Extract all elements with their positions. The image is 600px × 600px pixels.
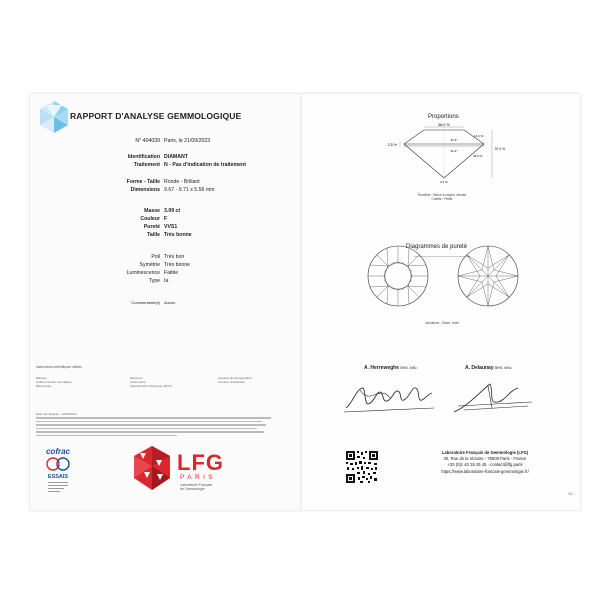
pavilion-depth: 43.6 % [473, 154, 483, 158]
report-date: Paris, le 21/09/2023 [164, 138, 211, 144]
method-item: Lumière ultraviolette [218, 380, 246, 384]
legal-line [36, 421, 262, 423]
identification-label: Identification [127, 154, 160, 160]
legal-line [36, 428, 257, 430]
luminescence-label: Luminescence [126, 270, 160, 276]
treatment-value: N - Pas d'indication de traitement [164, 162, 246, 168]
legal-notice [36, 412, 271, 438]
signature-1-name [364, 365, 417, 371]
table-percent: 56.0 % [438, 123, 450, 127]
type-label: Type [148, 278, 160, 284]
method-item: Cabine lumière normalisée [36, 380, 72, 384]
color-value: F [164, 216, 168, 222]
clarity-value: VVS1 [164, 224, 178, 230]
polish-label: Poli [151, 254, 160, 260]
type-value: Ia [164, 278, 169, 284]
signature-2-name [465, 365, 512, 371]
shape-label: Forme - Taille [126, 179, 160, 185]
shape-value: Ronde - Brillant [164, 179, 200, 185]
page-number: 1/1 [568, 492, 573, 496]
cofrac-word: ESSAIS [47, 474, 69, 480]
polish-value: Très bon [164, 254, 185, 260]
lfg-logo-text: LFG [177, 450, 224, 475]
method-item: Microscope [36, 384, 52, 388]
analysis-date: Date de l'analyse : 12/09/2023 [36, 412, 77, 416]
methods-col-1 [36, 376, 72, 388]
proportions-diagram [384, 122, 514, 186]
method-item: Mesureur [130, 376, 143, 380]
report-left-page [30, 94, 302, 510]
method-item: Spectromètre infrarouge (IRTF) [130, 384, 172, 388]
clarity-label: Pureté [143, 224, 160, 230]
cut-grade-label: Taille [147, 232, 160, 238]
comments-label: Commentaire(s) [131, 300, 160, 305]
total-depth: 57.4 % [495, 147, 505, 151]
cofrac-name: cofrac [45, 447, 71, 456]
signatory-title: BHS, MSc [400, 366, 417, 370]
culet-caption: Colette : Petite [431, 197, 453, 201]
symmetry-value: Très bonne [164, 262, 191, 268]
lab-contact: +33 (0)1 40 26 25 45 - contact@lfg.paris [447, 462, 523, 468]
inclusions-caption: Inclusions : Glace, nuée [424, 321, 460, 325]
lfg-subtitle-line: Laboratoire Français [180, 483, 213, 487]
qr-code-icon[interactable] [344, 449, 380, 485]
legal-line [36, 435, 177, 437]
methods-col-2 [130, 376, 172, 388]
signatory-name: A. Herreweghe [364, 365, 400, 371]
crown-angle: 33.3° [450, 138, 458, 142]
culet-percent: 0.4 % [440, 180, 448, 184]
report-right-page [302, 94, 580, 510]
color-label: Couleur [140, 216, 160, 222]
method-item: Colorimètre [130, 380, 146, 384]
mass-value: 3.09 ct [164, 208, 181, 214]
report-number: N° 404039 [135, 138, 160, 144]
identification-value: DIAMANT [164, 154, 188, 160]
dimensions-label: Dimensions [130, 187, 160, 193]
methods-col-3 [218, 376, 252, 384]
method-item: Appareil de photographie [218, 376, 252, 380]
signature-2-handwriting [448, 378, 538, 418]
pavilion-view-diagram [456, 244, 520, 308]
symmetry-label: Symétrie [139, 262, 160, 268]
lfg-subtitle [180, 483, 212, 491]
legal-line [36, 431, 264, 433]
report-title: RAPPORT D'ANALYSE GEMMOLOGIQUE [70, 111, 242, 121]
pavilion-angle: 41.4° [450, 149, 458, 153]
crown-view-diagram [366, 244, 430, 308]
lfg-city: PARIS [180, 474, 217, 481]
signature-1-handwriting [340, 378, 440, 418]
cofrac-logo-icon [40, 444, 76, 500]
mass-label: Masse [144, 208, 160, 214]
signatory-name: A. Delaunay [465, 365, 494, 371]
lab-address-block [410, 450, 560, 475]
treatment-label: Traitement [133, 162, 160, 168]
signatory-title: BHS, MSc [495, 366, 512, 370]
lfg-diamond-logo-icon [130, 444, 174, 492]
lfg-subtitle-line: de Gemmologie [180, 487, 205, 491]
lab-website-link[interactable]: https://www.laboratoire-francais-gemmologie.fr/ [441, 468, 529, 474]
cut-grade-value: Très bonne [164, 232, 192, 238]
girdle-caption: Rondiste : Mince à moyen, dénoté [417, 193, 467, 197]
dimensions-value: 9.67 - 9.71 x 5.56 mm [164, 187, 215, 193]
clarity-diagrams-title: Diagrammes de pureté [406, 244, 468, 250]
lab-name: Laboratoire Français de Gemmologie (LFG) [441, 450, 529, 455]
crown-height: 13.1 % [474, 134, 484, 138]
diamond-logo-icon [36, 99, 72, 135]
method-item: Balance [36, 376, 47, 380]
luminescence-value: Faible [164, 270, 179, 276]
lab-address: 30, Rue de la Victoire - 75009 Paris - France [443, 456, 527, 462]
proportions-caption [392, 193, 492, 201]
comments-value: Aucun [164, 300, 176, 305]
legal-line [36, 417, 271, 419]
girdle-percent: 2.5 % [387, 143, 397, 147]
proportions-title: Proportions [428, 114, 459, 120]
legal-line [36, 424, 266, 426]
methods-title: Instruments scientifiques utilisés [36, 365, 82, 369]
